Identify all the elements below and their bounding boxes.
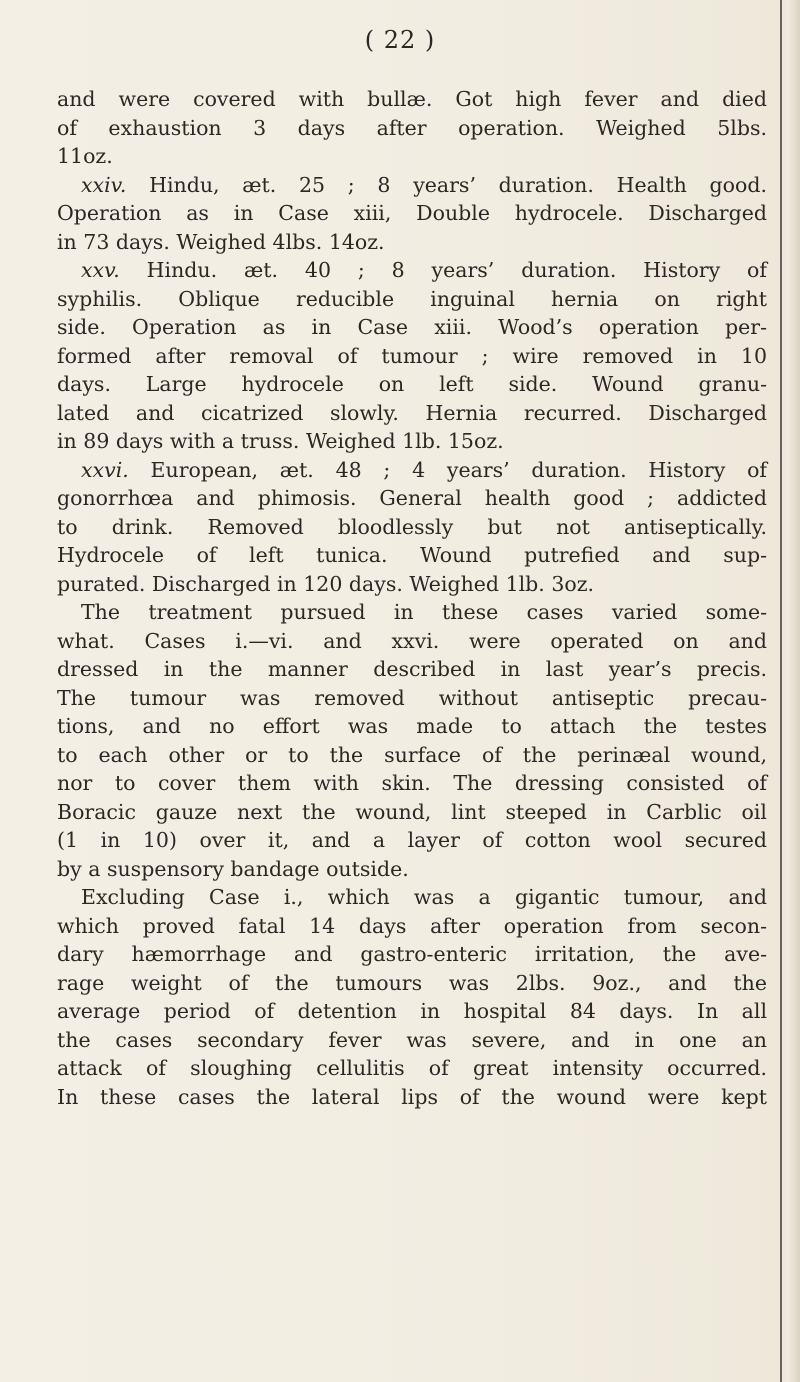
text-line: Boracic gauze next the wound, lint steeped in Carblic oil [57, 799, 767, 824]
text-line: days. Large hydrocele on left side. Wound granu- [57, 372, 767, 396]
text-line: what. Cases i.—vi. and xxvi. were operated on and [57, 628, 767, 653]
page-fold-line [780, 0, 782, 1382]
page-right-edge [786, 0, 800, 1382]
text-line: The tumour was removed without antiseptic precau- [57, 685, 767, 710]
text-line: in 89 days with a truss. Weighed 1lb. 15oz. [57, 429, 504, 453]
text-line: rage weight of the tumours was 2lbs. 9oz., and the [57, 970, 767, 995]
text-line: of exhaustion 3 days after operation. Weighed 5lbs. [57, 115, 767, 140]
text-line: gonorrhœa and phimosis. General health good ; addicted [57, 486, 767, 510]
case-label: xxvi. [81, 457, 129, 482]
paragraph-start-line: The treatment pursued in these cases varied some- [81, 600, 767, 624]
text-line: Operation as in Case xiii, Double hydrocele. Discharged [57, 201, 767, 225]
text-line: nor to cover them with skin. The dressing consisted of [57, 771, 767, 795]
text-line: formed after removal of tumour ; wire removed in 10 [57, 343, 767, 368]
text-line: (1 in 10) over it, and a layer of cotton wool secured [57, 828, 767, 852]
case-entry-line: xxiv. Hindu, æt. 25 ; 8 years’ duration. Health good. [81, 172, 767, 197]
text-line: average period of detention in hospital 84 days. In all [57, 999, 767, 1023]
text-line: in 73 days. Weighed 4lbs. 14oz. [57, 229, 385, 254]
text-line: Hydrocele of left tunica. Wound putrefied and sup- [57, 543, 767, 567]
text-line: the cases secondary fever was severe, and in one an [57, 1027, 767, 1052]
text-line: by a suspensory bandage outside. [57, 856, 409, 881]
text-line: attack of sloughing cellulitis of great intensity occurred. [57, 1056, 767, 1080]
text-line: side. Operation as in Case xiii. Wood’s operation per- [57, 315, 767, 339]
text-line: tions, and no effort was made to attach the testes [57, 714, 767, 738]
case-entry-line: xxv. Hindu. æt. 40 ; 8 years’ duration. History of [81, 258, 767, 282]
text-line: In these cases the lateral lips of the wound were kept [57, 1084, 767, 1109]
case-label: xxv. [81, 258, 120, 282]
text-line: purated. Discharged in 120 days. Weighed 1lb. 3oz. [57, 571, 595, 596]
text-line: dressed in the manner described in last year’s precis. [57, 657, 767, 681]
case-label: xxiv. [81, 172, 127, 197]
paragraph-start-line: Excluding Case i., which was a gigantic tumour, and [81, 885, 767, 909]
page-number: ( 22 ) [364, 26, 436, 54]
text-line: to each other or to the surface of the perinæal wound, [57, 742, 767, 767]
text-line: which proved fatal 14 days after operation from secon- [57, 913, 767, 938]
body-text [57, 85, 767, 1111]
text-line: syphilis. Oblique reducible inguinal hernia on right [57, 286, 767, 311]
text-line: 11oz. [57, 144, 113, 168]
text-line: lated and cicatrized slowly. Hernia recurred. Discharged [57, 400, 767, 425]
case-entry-line: xxvi. European, æt. 48 ; 4 years’ duration. History of [81, 457, 767, 482]
text-line: dary hæmorrhage and gastro-enteric irritation, the ave- [57, 942, 767, 966]
text-line: to drink. Removed bloodlessly but not antiseptically. [57, 514, 767, 539]
text-line: and were covered with bullæ. Got high fever and died [57, 87, 767, 111]
